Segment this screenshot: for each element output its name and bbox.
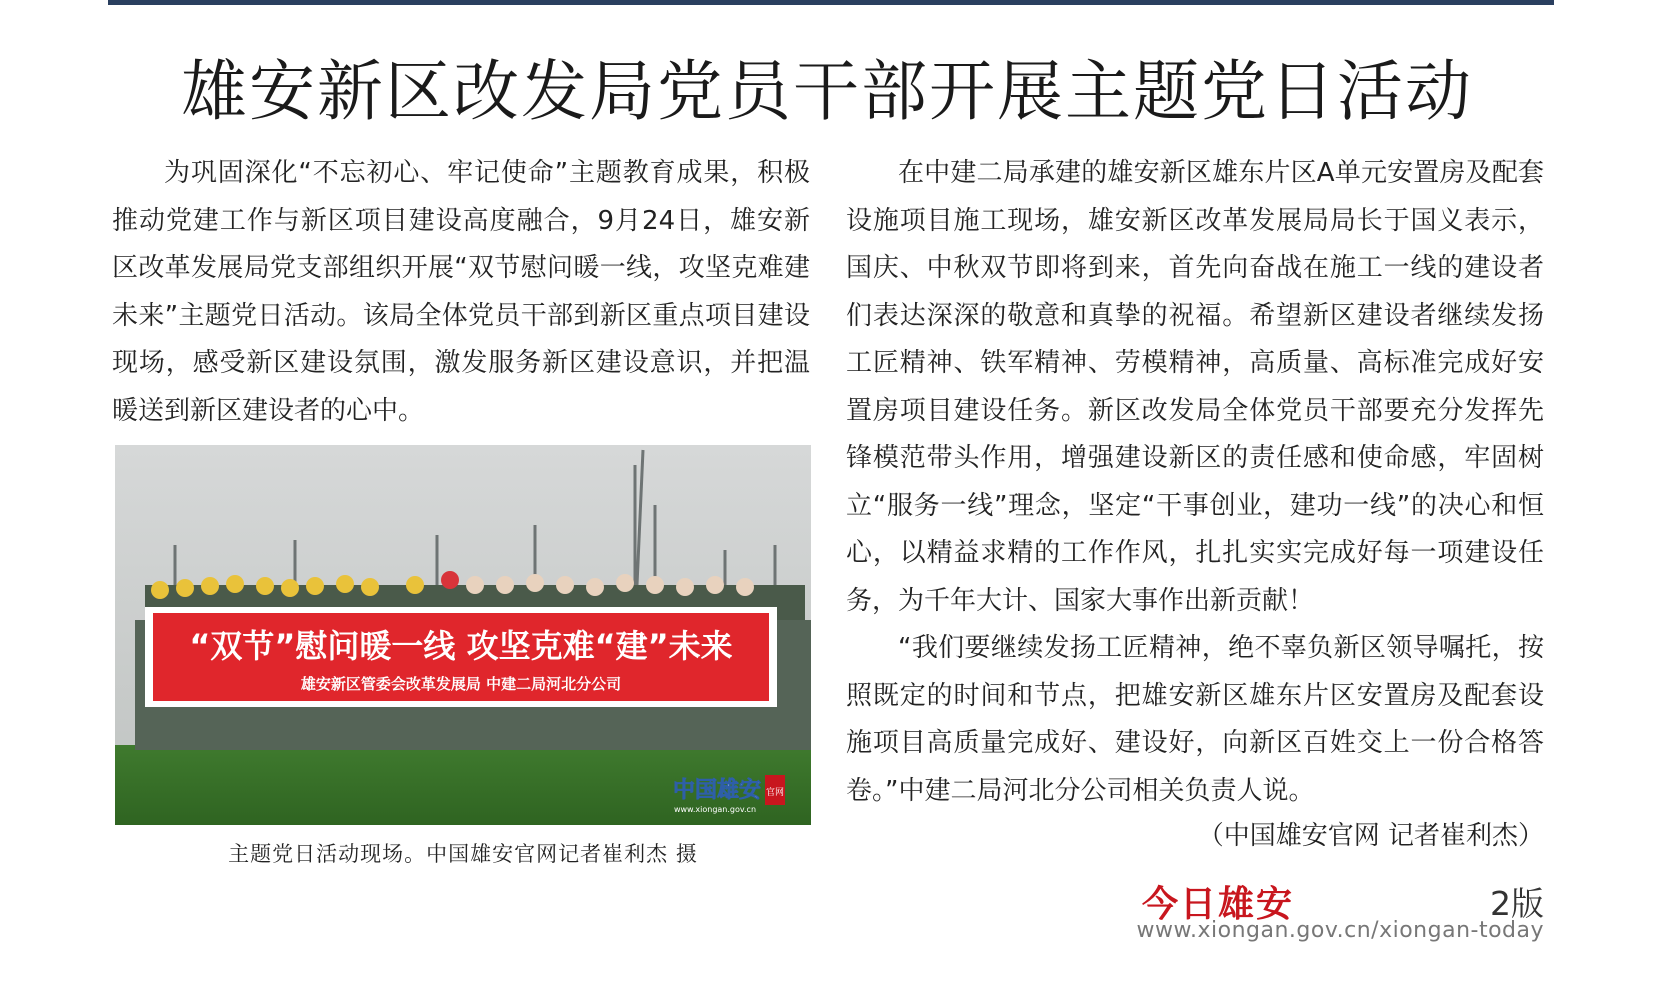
left-column [112, 150, 810, 435]
watermark-url: www.xiongan.gov.cn [673, 805, 757, 814]
masthead-logo: 今日雄安 [1142, 883, 1295, 925]
banner-main-text: “双节”慰问暖一线 攻坚克难“建”未来 [189, 627, 733, 665]
red-banner [145, 607, 777, 707]
article-paragraph-3: “我们要继续发扬工匠精神，绝不辜负新区领导嘱托，按照既定的时间和节点，把雄安新区雄东片区安置房及配套设施项目高质量完成好、建设好，向新区百姓交上一份合格答卷。”中建二局河北分公司相关负责人说。 [846, 633, 1544, 806]
top-rule [108, 0, 1554, 5]
event-photo [115, 445, 811, 825]
photo-caption: 主题党日活动现场。中国雄安官网记者崔利杰 摄 [228, 842, 698, 866]
right-column [846, 150, 1544, 815]
reporter-credit: （中国雄安官网 记者崔利杰） [1197, 821, 1544, 851]
article-paragraph-2: 在中建二局承建的雄安新区雄东片区A单元安置房及配套设施项目施工现场，雄安新区改革发展局局长于国义表示，国庆、中秋双节即将到来，首先向奋战在施工一线的建设者们表达深深的敬意和真挚的祝福。希望新区建设者继续发扬工匠精神、铁军精神、劳模精神，高质量、高标准完成好安置房项目建设任务。新区改发局全体党员干部要充分发挥先锋模范带头作用，增强建设新区的责任感和使命感，牢固树立“服务一线”理念，坚定“干事创业，建功一线”的决心和恒心，以精益求精的工作作风，扎扎实实完成好每一项建设任务，为千年大计、国家大事作出新贡献！ [846, 158, 1544, 616]
site-url: www.xiongan.gov.cn/xiongan-today [1136, 918, 1544, 943]
watermark-badge: 官网 [765, 788, 785, 798]
page-number: 2版 [1490, 884, 1544, 923]
article-paragraph-1: 为巩固深化“不忘初心、牢记使命”主题教育成果，积极推动党建工作与新区项目建设高度融合，9月24日，雄安新区改革发展局党支部组织开展“双节慰问暖一线，攻坚克难建未来”主题党日活动。该局全体党员干部到新区重点项目建设现场，感受新区建设氛围，激发服务新区建设意识，并把温暖送到新区建设者的心中。 [112, 158, 810, 426]
watermark-logo: 中国雄安 [672, 777, 762, 803]
article-headline: 雄安新区改发局党员干部开展主题党日活动 [181, 53, 1473, 130]
banner-sub-text: 雄安新区管委会改革发展局 中建二局河北分公司 [300, 675, 622, 693]
